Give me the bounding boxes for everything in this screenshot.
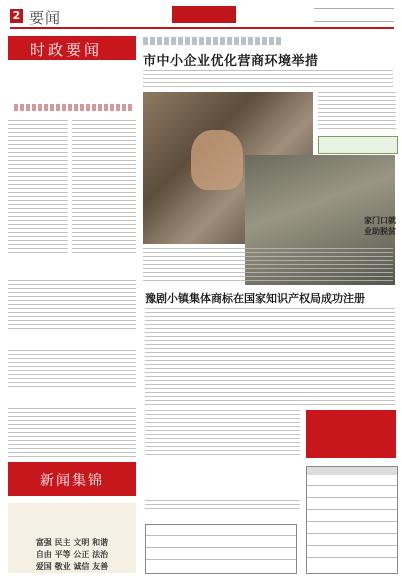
lead-body-text [72, 120, 136, 255]
table-row [307, 497, 397, 498]
photo-caption: 家门口就业助脱贫 [364, 216, 396, 236]
page-number: 2 [10, 9, 23, 23]
values-lines [16, 537, 128, 573]
news-item-body [8, 350, 136, 388]
ad-box [306, 410, 396, 458]
lead-subline [14, 104, 132, 111]
news-item-body [8, 408, 136, 458]
data-table [145, 524, 297, 574]
table-row [146, 559, 296, 560]
middle-story-body [145, 410, 300, 458]
table-row [307, 521, 397, 522]
table-row [146, 535, 296, 536]
table-row [307, 509, 397, 510]
values-line: 爱国 敬业 诚信 友善 [35, 562, 109, 571]
section-banner [8, 36, 136, 60]
section-banner-title: 时政要闻 [30, 41, 103, 59]
section-label: 要闻 [29, 9, 62, 27]
right-story-headline: 市中小企业优化营商环境举措 [143, 54, 319, 69]
masthead [172, 6, 236, 23]
values-line: 富强 民主 文明 和谐 [35, 538, 109, 547]
table-row [146, 547, 296, 548]
table-row [307, 557, 397, 558]
right-data-table [306, 466, 398, 574]
lead-body-text [8, 120, 68, 255]
header-meta [314, 8, 394, 22]
middle-story-headline: 豫剧小镇集体商标在国家知识产权局成功注册 [145, 292, 365, 305]
right-story-body [143, 248, 393, 283]
table-header [307, 467, 397, 475]
table-row [307, 533, 397, 534]
news-item-body [8, 280, 136, 330]
table-row [307, 545, 397, 546]
table-row [307, 485, 397, 486]
news-digest-band [8, 462, 136, 496]
values-line: 自由 平等 公正 法治 [35, 550, 109, 559]
green-subhead-box [318, 136, 398, 154]
news-digest-title: 新闻集锦 [40, 473, 104, 489]
middle-story-body [145, 308, 395, 406]
right-story-body [143, 70, 393, 88]
page-header [0, 0, 402, 30]
right-story-body [318, 92, 396, 132]
right-story-kicker [143, 37, 283, 45]
lower-story-body [145, 500, 300, 512]
header-rule [10, 27, 394, 29]
